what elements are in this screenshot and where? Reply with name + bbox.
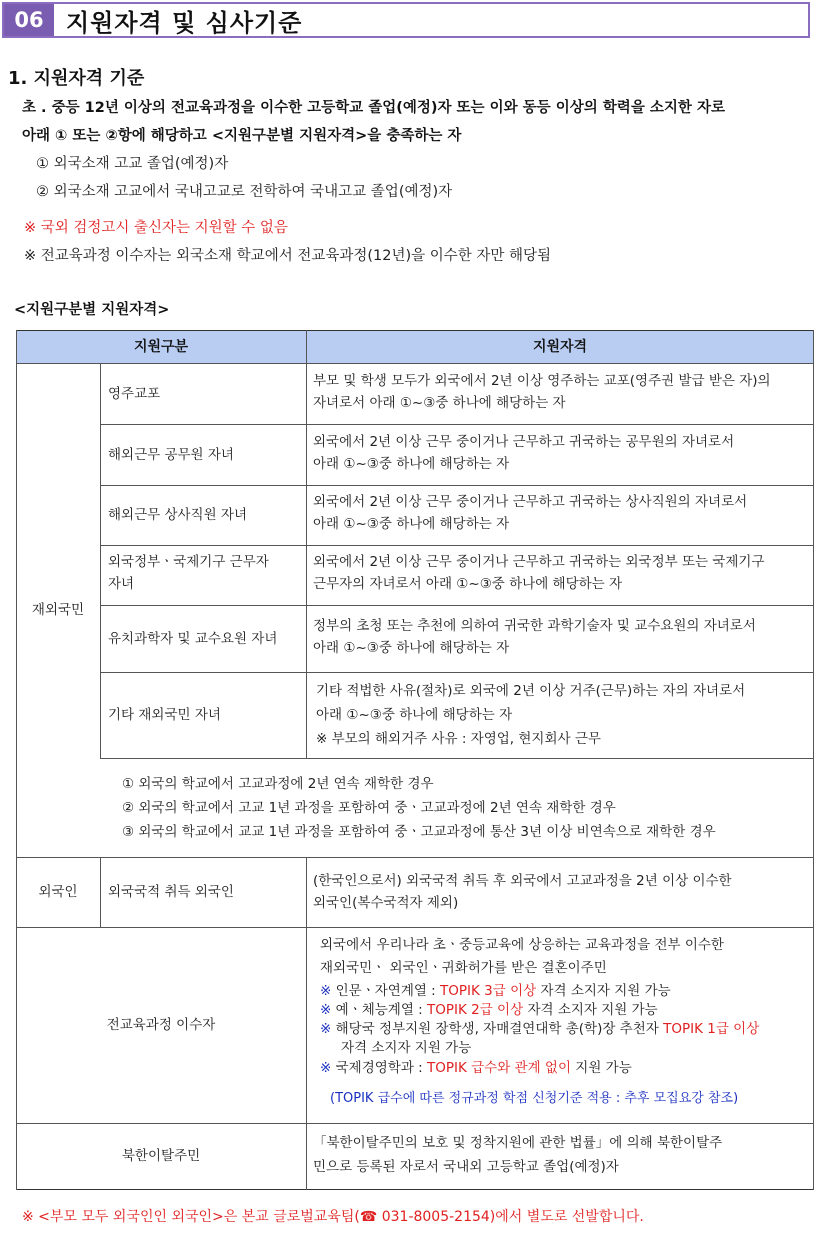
- table-row-category: 외국국적 취득 외국인: [108, 884, 234, 900]
- table-row-category: 외국정부ㆍ국제기구 근무자 자녀: [108, 554, 269, 592]
- table-row-qualification: (한국인으로서) 외국국적 취득 후 외국에서 고교과정을 2년 이상 이수한 외국인(복수국적자 제외): [313, 873, 732, 911]
- section-header: [2, 2, 810, 38]
- header-qualification: 지원자격: [532, 338, 588, 355]
- table-row-qualification: 기타 적법한 사유(절차)로 외국에 2년 이상 거주(근무)하는 자의 자녀로서 아래 ①~③중 하나에 해당하는 자 ※ 부모의 해외거주 사유 : 자영업, 현지회사 근무: [316, 683, 746, 747]
- table-row-qualification: 외국에서 2년 이상 근무 중이거나 근무하고 귀국하는 상사직원의 자녀로서 아래 ①~③중 하나에 해당하는 자: [313, 494, 748, 532]
- requirement-line-1: 초 . 중등 12년 이상의 전교육과정을 이수한 고등학교 졸업(예정)자 또는 이와 동등 이상의 학력을 소지한 자로: [22, 100, 725, 116]
- requirement-line-2: 아래 ① 또는 ②항에 해당하고 <지원구분별 지원자격>을 충족하는 자: [22, 128, 462, 144]
- section-title: 지원자격 및 심사기준: [66, 8, 303, 37]
- list-item: ② 외국소재 고교에서 국내고교로 전학하여 국내고교 졸업(예정)자: [36, 184, 453, 200]
- table-row-category: 해외근무 상사직원 자녀: [108, 507, 247, 523]
- table-row-category: 영주교포: [108, 385, 161, 402]
- table-row-qualification: 부모 및 학생 모두가 외국에서 2년 이상 영주하는 교포(영주권 발급 받은 자)의 자녀로서 아래 ①~③중 하나에 해당하는 자: [313, 373, 771, 411]
- table-row-category: 북한이탈주민: [121, 1148, 201, 1164]
- table-row-qualification: 외국에서 2년 이상 근무 중이거나 근무하고 귀국하는 공무원의 자녀로서 아래 ①~③중 하나에 해당하는 자: [313, 434, 735, 472]
- conditions-list: [122, 772, 812, 844]
- note-red: ※ 국외 검정고시 출신자는 지원할 수 없음: [24, 220, 288, 236]
- group-overseas-korean: 재외국민: [31, 602, 85, 618]
- subsection-title: 1. 지원자격 기준: [8, 68, 145, 89]
- header-category: 지원구분: [133, 338, 189, 355]
- section-number: 06: [4, 4, 54, 36]
- bottom-note: ※ <부모 모두 외국인인 외국인>은 본교 글로벌교육팀(☎ 031-8005-2154)에서 별도로 선발합니다.: [22, 1209, 644, 1225]
- table-row-category: 기타 재외국민 자녀: [108, 707, 221, 723]
- table-row-qualification: 「북한이탈주민의 보호 및 정착지원에 관한 법률」에 의해 북한이탈주 민으로 등록된 자로서 국내외 고등학교 졸업(예정)자: [313, 1135, 723, 1175]
- table-row-category: 전교육과정 이수자: [106, 1017, 216, 1033]
- blue-note: (TOPIK 급수에 따른 정규과정 학점 신청기준 적용 : 추후 모집요강 참조): [330, 1091, 739, 1106]
- note: ※ 전교육과정 이수자는 외국소재 학교에서 전교육과정(12년)을 이수한 자만 해당됨: [24, 248, 552, 264]
- table-row-qualification: 외국에서 우리나라 초ㆍ중등교육에 상응하는 교육과정을 전부 이수한 재외국민ㆍ 외국인ㆍ귀화허가를 받은 결혼이주민 ※ 인문ㆍ자연계열 : TOPIK 3급 이상 자격 소지자 지원 가능 ※ 예ㆍ체능계열 : TOPIK 2급 이상 자격 소지자 지원 가능 ※ 해당국 정부지원 장학생, 자매결연대학 총(학)장 추천자 TOPIK 1급 이상 자격 소지자 지원 가능 ※ 국제경영학과 : TOPIK 급수와 관계 없이 지원 가능 (TOPIK 급수에 따른 정규과정 학점 신청기준 적용 : 추후 모집요강 참조): [320, 934, 812, 1110]
- table-row-category: 해외근무 공무원 자녀: [108, 446, 234, 463]
- list-item: ② 외국의 학교에서 고교 1년 과정을 포함하여 중ㆍ고교과정에 2년 연속 재학한 경우: [122, 800, 616, 816]
- table-row-qualification: 외국에서 2년 이상 근무 중이거나 근무하고 귀국하는 외국정부 또는 국제기구 근무자의 자녀로서 아래 ①~③중 하나에 해당하는 자: [313, 554, 765, 592]
- group-foreigner: 외국인: [38, 884, 78, 900]
- list-item: ① 외국의 학교에서 고교과정에 2년 연속 재학한 경우: [122, 776, 434, 792]
- table-row-qualification: 정부의 초청 또는 추천에 의하여 귀국한 과학기술자 및 교수요원의 자녀로서 아래 ①~③중 하나에 해당하는 자: [313, 618, 756, 656]
- table-caption: <지원구분별 지원자격>: [14, 302, 170, 318]
- table-row-category: 유치과학자 및 교수요원 자녀: [108, 630, 278, 647]
- list-item: ③ 외국의 학교에서 교교 1년 과정을 포함하여 중ㆍ고교과정에 통산 3년 이상 비연속으로 재학한 경우: [122, 824, 716, 840]
- list-item: ① 외국소재 고교 졸업(예정)자: [36, 156, 229, 172]
